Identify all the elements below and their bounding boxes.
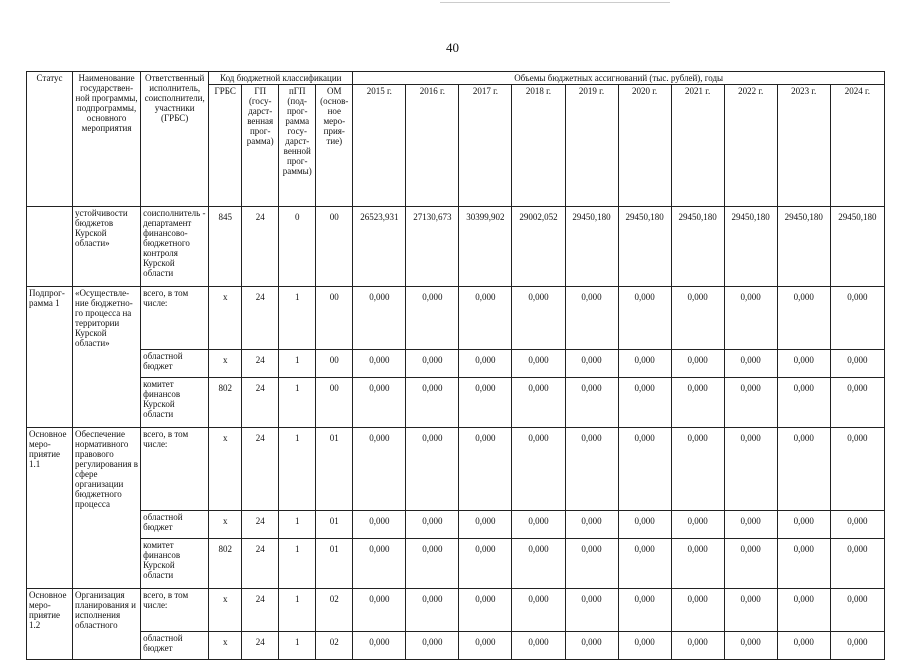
scan-edge-line	[440, 2, 670, 3]
header-budget-code-group: Код бюджетной классификации	[209, 72, 353, 85]
pgp-cell: 1	[279, 632, 316, 660]
amount-cell: 0,000	[406, 539, 459, 589]
executor-cell: всего, в том числе:	[141, 287, 209, 350]
amount-cell: 0,000	[565, 539, 618, 589]
name-cell: устойчивости бюджетов Курской области»	[73, 207, 141, 287]
om-cell: 01	[316, 539, 353, 589]
amount-cell: 0,000	[406, 350, 459, 378]
grbs-cell: x	[209, 632, 242, 660]
amount-cell: 0,000	[777, 287, 830, 350]
amount-cell: 0,000	[724, 378, 777, 428]
name-cell: «Осуществле-ние бюджетно-го процесса на территории Курской области»	[73, 287, 141, 350]
executor-cell: всего, в том числе:	[141, 428, 209, 511]
gp-cell: 24	[242, 428, 279, 511]
amount-cell: 0,000	[459, 378, 512, 428]
pgp-cell: 1	[279, 589, 316, 632]
header-year: 2022 г.	[724, 85, 777, 207]
header-year: 2024 г.	[830, 85, 884, 207]
amount-cell: 29450,180	[671, 207, 724, 287]
executor-cell: всего, в том числе:	[141, 589, 209, 632]
amount-cell: 0,000	[565, 378, 618, 428]
amount-cell: 0,000	[512, 632, 565, 660]
header-year: 2015 г.	[353, 85, 406, 207]
amount-cell: 29002,052	[512, 207, 565, 287]
status-cell	[27, 632, 73, 660]
page-number: 40	[446, 40, 459, 55]
amount-cell: 0,000	[459, 632, 512, 660]
header-status: Статус	[27, 72, 73, 207]
name-cell	[73, 378, 141, 428]
table-row	[27, 632, 885, 660]
header-code-grbs: ГРБС	[209, 85, 242, 207]
gp-cell: 24	[242, 632, 279, 660]
amount-cell: 0,000	[724, 632, 777, 660]
amount-cell: 0,000	[777, 350, 830, 378]
table-row	[27, 539, 885, 589]
grbs-cell: 802	[209, 539, 242, 589]
table-body	[27, 72, 885, 660]
status-cell	[27, 350, 73, 378]
amount-cell: 0,000	[777, 589, 830, 632]
amount-cell: 0,000	[353, 632, 406, 660]
amount-cell: 0,000	[512, 511, 565, 539]
header-year: 2018 г.	[512, 85, 565, 207]
amount-cell: 0,000	[777, 511, 830, 539]
table-row	[27, 589, 885, 632]
amount-cell: 0,000	[671, 511, 724, 539]
amount-cell: 0,000	[777, 378, 830, 428]
grbs-cell: x	[209, 287, 242, 350]
amount-cell: 0,000	[777, 539, 830, 589]
amount-cell: 0,000	[830, 632, 884, 660]
table-row	[27, 350, 885, 378]
amount-cell: 0,000	[353, 539, 406, 589]
amount-cell: 0,000	[406, 428, 459, 511]
pgp-cell: 1	[279, 428, 316, 511]
name-cell	[73, 511, 141, 539]
name-cell	[73, 350, 141, 378]
table-row	[27, 207, 885, 287]
amount-cell: 0,000	[512, 589, 565, 632]
executor-cell: комитет финансов Курской области	[141, 378, 209, 428]
amount-cell: 0,000	[406, 287, 459, 350]
om-cell: 01	[316, 511, 353, 539]
amount-cell: 0,000	[406, 511, 459, 539]
executor-cell: комитет финансов Курской области	[141, 539, 209, 589]
gp-cell: 24	[242, 539, 279, 589]
status-cell	[27, 539, 73, 589]
header-code-gp: ГП (госу-дарст-венная прог-рамма)	[242, 85, 279, 207]
status-cell: Основное меро-приятие 1.2	[27, 589, 73, 632]
amount-cell: 29450,180	[830, 207, 884, 287]
grbs-cell: 845	[209, 207, 242, 287]
amount-cell: 0,000	[671, 539, 724, 589]
executor-cell: соисполнитель - департамент финансово-бюджетного контроля Курской области	[141, 207, 209, 287]
header-year: 2021 г.	[671, 85, 724, 207]
pgp-cell: 0	[279, 207, 316, 287]
amount-cell: 0,000	[406, 589, 459, 632]
executor-cell: областной бюджет	[141, 350, 209, 378]
amount-cell: 0,000	[512, 287, 565, 350]
executor-cell: областной бюджет	[141, 632, 209, 660]
table-row	[27, 511, 885, 539]
grbs-cell: x	[209, 428, 242, 511]
om-cell: 00	[316, 378, 353, 428]
amount-cell: 29450,180	[777, 207, 830, 287]
om-cell: 02	[316, 589, 353, 632]
amount-cell: 0,000	[618, 350, 671, 378]
status-cell: Основное меро-приятие 1.1	[27, 428, 73, 511]
amount-cell: 0,000	[671, 632, 724, 660]
om-cell: 02	[316, 632, 353, 660]
amount-cell: 0,000	[724, 511, 777, 539]
pgp-cell: 1	[279, 378, 316, 428]
amount-cell: 0,000	[724, 350, 777, 378]
amount-cell: 29450,180	[618, 207, 671, 287]
gp-cell: 24	[242, 378, 279, 428]
header-code-om: ОМ (основ-ное меро-прия-тие)	[316, 85, 353, 207]
header-volume-group: Объемы бюджетных ассигнований (тыс. рублей), годы	[353, 72, 885, 85]
gp-cell: 24	[242, 589, 279, 632]
status-cell	[27, 378, 73, 428]
amount-cell: 0,000	[618, 511, 671, 539]
table-row	[27, 428, 885, 511]
header-code-pgp: пГП (под-прог-рамма госу-дарст-венной прог-раммы)	[279, 85, 316, 207]
amount-cell: 0,000	[671, 428, 724, 511]
amount-cell: 0,000	[618, 287, 671, 350]
amount-cell: 0,000	[406, 378, 459, 428]
gp-cell: 24	[242, 287, 279, 350]
amount-cell: 0,000	[777, 632, 830, 660]
table-row	[27, 378, 885, 428]
header-year: 2016 г.	[406, 85, 459, 207]
status-cell	[27, 207, 73, 287]
amount-cell: 0,000	[353, 428, 406, 511]
budget-table	[26, 71, 885, 660]
amount-cell: 0,000	[565, 511, 618, 539]
amount-cell: 30399,902	[459, 207, 512, 287]
grbs-cell: x	[209, 589, 242, 632]
amount-cell: 0,000	[724, 539, 777, 589]
amount-cell: 0,000	[406, 632, 459, 660]
amount-cell: 0,000	[830, 539, 884, 589]
amount-cell: 0,000	[671, 287, 724, 350]
grbs-cell: x	[209, 511, 242, 539]
om-cell: 00	[316, 207, 353, 287]
om-cell: 01	[316, 428, 353, 511]
pgp-cell: 1	[279, 511, 316, 539]
grbs-cell: 802	[209, 378, 242, 428]
amount-cell: 26523,931	[353, 207, 406, 287]
amount-cell: 29450,180	[724, 207, 777, 287]
amount-cell: 0,000	[724, 589, 777, 632]
pgp-cell: 1	[279, 350, 316, 378]
amount-cell: 0,000	[618, 428, 671, 511]
amount-cell: 0,000	[724, 287, 777, 350]
om-cell: 00	[316, 350, 353, 378]
status-cell: Подпрог-рамма 1	[27, 287, 73, 350]
om-cell: 00	[316, 287, 353, 350]
amount-cell: 0,000	[512, 378, 565, 428]
amount-cell: 0,000	[353, 511, 406, 539]
grbs-cell: x	[209, 350, 242, 378]
amount-cell: 0,000	[459, 539, 512, 589]
amount-cell: 0,000	[565, 428, 618, 511]
amount-cell: 0,000	[565, 350, 618, 378]
amount-cell: 0,000	[565, 632, 618, 660]
table-row	[27, 287, 885, 350]
amount-cell: 0,000	[353, 589, 406, 632]
name-cell: Обеспечение нормативного правового регулирования в сфере организации бюджетного процесса	[73, 428, 141, 511]
amount-cell: 0,000	[353, 378, 406, 428]
amount-cell: 0,000	[512, 350, 565, 378]
amount-cell: 0,000	[353, 287, 406, 350]
amount-cell: 0,000	[830, 350, 884, 378]
name-cell	[73, 539, 141, 589]
amount-cell: 0,000	[830, 511, 884, 539]
amount-cell: 0,000	[671, 589, 724, 632]
amount-cell: 0,000	[512, 539, 565, 589]
header-year: 2017 г.	[459, 85, 512, 207]
amount-cell: 29450,180	[565, 207, 618, 287]
amount-cell: 27130,673	[406, 207, 459, 287]
amount-cell: 0,000	[459, 287, 512, 350]
pgp-cell: 1	[279, 539, 316, 589]
gp-cell: 24	[242, 350, 279, 378]
amount-cell: 0,000	[777, 428, 830, 511]
amount-cell: 0,000	[565, 287, 618, 350]
amount-cell: 0,000	[830, 287, 884, 350]
amount-cell: 0,000	[565, 589, 618, 632]
amount-cell: 0,000	[459, 589, 512, 632]
amount-cell: 0,000	[830, 589, 884, 632]
amount-cell: 0,000	[618, 378, 671, 428]
status-cell	[27, 511, 73, 539]
gp-cell: 24	[242, 207, 279, 287]
amount-cell: 0,000	[618, 539, 671, 589]
header-row-1	[27, 72, 885, 85]
amount-cell: 0,000	[353, 350, 406, 378]
amount-cell: 0,000	[724, 428, 777, 511]
amount-cell: 0,000	[671, 378, 724, 428]
header-year: 2020 г.	[618, 85, 671, 207]
amount-cell: 0,000	[512, 428, 565, 511]
header-name: Наименование государствен-ной программы, подпрограммы, основного мероприятия	[73, 72, 141, 207]
amount-cell: 0,000	[459, 428, 512, 511]
amount-cell: 0,000	[671, 350, 724, 378]
header-year: 2023 г.	[777, 85, 830, 207]
amount-cell: 0,000	[618, 632, 671, 660]
name-cell: Организация планирования и исполнения областного	[73, 589, 141, 632]
name-cell	[73, 632, 141, 660]
amount-cell: 0,000	[830, 378, 884, 428]
amount-cell: 0,000	[618, 589, 671, 632]
pgp-cell: 1	[279, 287, 316, 350]
gp-cell: 24	[242, 511, 279, 539]
amount-cell: 0,000	[459, 350, 512, 378]
amount-cell: 0,000	[459, 511, 512, 539]
header-executor: Ответственный исполнитель, соисполнители, участники (ГРБС)	[141, 72, 209, 207]
amount-cell: 0,000	[830, 428, 884, 511]
executor-cell: областной бюджет	[141, 511, 209, 539]
header-year: 2019 г.	[565, 85, 618, 207]
